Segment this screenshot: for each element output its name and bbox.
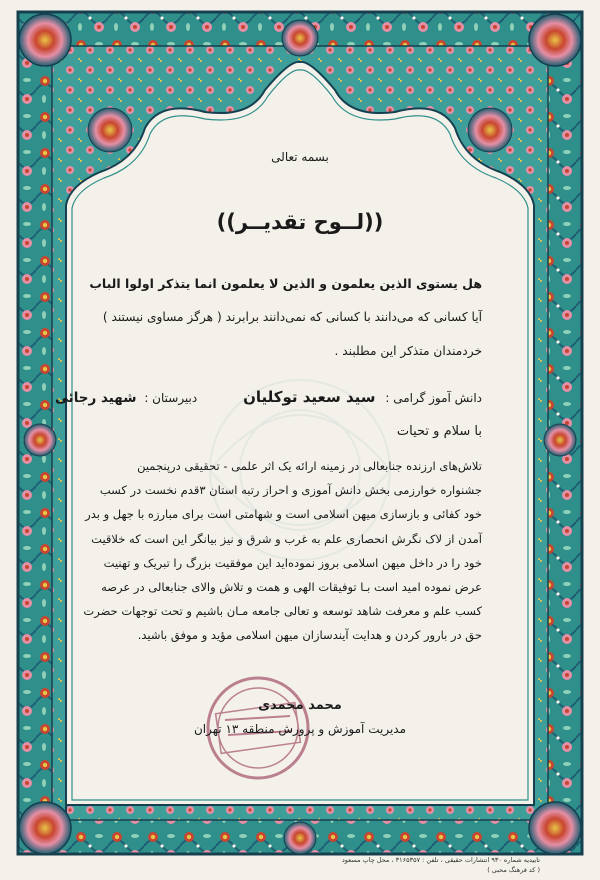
- recipient-line: [55, 388, 482, 406]
- certificate-body: [83, 454, 482, 648]
- copyright: ( کد فرهنگ محبی ): [487, 866, 540, 874]
- translation-line-2: خردمندان متذکر این مطلبند .: [334, 344, 482, 358]
- verse: هل یستوی الذین یعلمون و الذین لا یعلمون انما یتذکر اولوا الباب: [89, 276, 482, 291]
- recipient-prefix: دانش آموز گرامی :: [385, 391, 482, 405]
- body-line: عرض نموده امید است بـا توفیقات الهی و همت و تلاش والای جنابعالی در عرصه: [101, 580, 482, 595]
- school-name: شهید رجائی: [54, 390, 137, 406]
- heading-small: بسمه تعالی: [271, 150, 329, 164]
- body-line: جشنواره خوارزمی بخش دانش آموزی و احراز رتبه استان ۳قدم نخست در کسب: [99, 483, 482, 498]
- school-label: دبیرستان :: [144, 391, 198, 405]
- body-line: حق در بارور کردن و هدایت آیندسازان میهن اسلامی مؤید و موفق باشید.: [137, 628, 482, 643]
- translation-line-1: آیا کسانی که می‌دانند با کسانی که نمی‌دانند برابرند ( هرگز مساوی نیستند ): [102, 310, 482, 324]
- recipient-name: سید سعید توکلیان: [243, 388, 376, 406]
- signatory-name: محمد محمدی: [258, 698, 342, 713]
- page-title: ((لــوح تقدیــر)): [216, 210, 384, 234]
- body-line: خود را در داخل میهن اسلامی بروز نموده‌اید این موفقیت بزرگ را تبریک و تهنیت: [103, 555, 482, 570]
- body-line: تلاش‌های ارزنده جنابعالی در زمینه ارائه یک اثر علمی - تحقیقی درپنجمین: [137, 459, 482, 473]
- greeting: با سلام و تحیات: [396, 424, 482, 439]
- signatory-position: مدیریت آموزش و پرورش منطقه ۱۳ تهران: [193, 722, 407, 736]
- print-info: تاییدیه شماره ۹۳۰ انتشارات حقیقی ، تلفن : ۳۱۶۵۳۵۷ ، محل چاپ مسعود: [341, 856, 540, 864]
- body-line: خود کفائی و بازسازی میهن اسلامی است و شهامتی است برای مبارزه با جهل و بدر: [85, 507, 482, 522]
- body-line: کسب علم و معرفت شاهد توسعه و تعالی جامعه مـان باشیم و تحت توجهات حضرت: [83, 604, 482, 619]
- body-line: آمدن از لاک نگرش انحصاری علم به غرب و شرق و نیز بیانگر این است که خلاقیت: [91, 531, 482, 546]
